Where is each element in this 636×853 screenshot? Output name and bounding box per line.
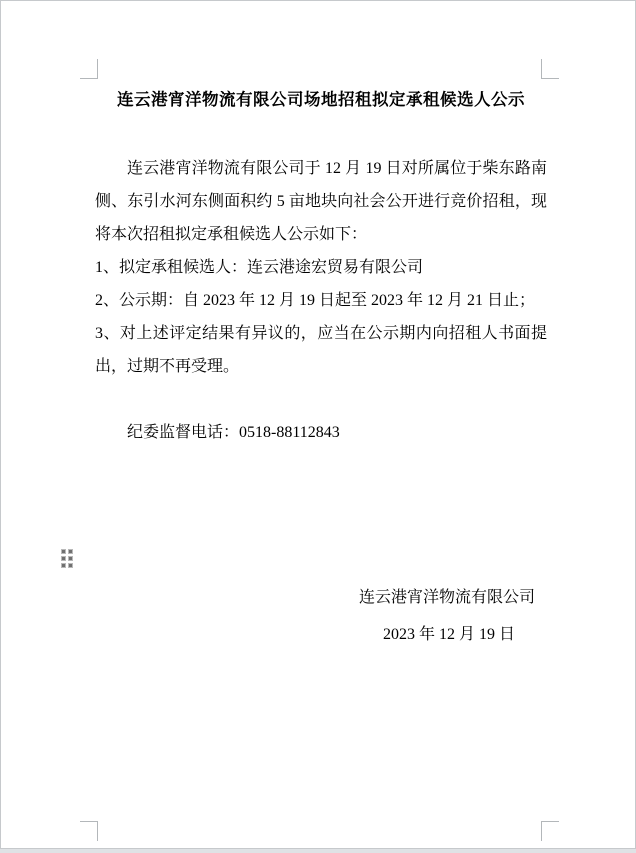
signature-date: 2023 年 12 月 19 日 — [383, 626, 516, 643]
signature-company-name: 连云港宵洋物流有限公司 — [359, 589, 536, 606]
margin-crop-mark-bottom-left — [80, 821, 98, 841]
object-drag-handle-icon[interactable] — [62, 550, 72, 567]
margin-crop-mark-bottom-right — [541, 821, 559, 841]
list-item-objection: 3、对上述评定结果有异议的，应当在公示期内向招租人书面提出，过期不再受理。 — [95, 325, 547, 375]
intro-paragraph: 连云港宵洋物流有限公司于 12 月 19 日对所属位于柴东路南侧、东引水河东侧面积约 5 亩地块向社会公开进行竞价招租，现将本次招租拟定承租候选人公示如下： — [95, 160, 547, 243]
list-item-publicity-period: 2、公示期：自 2023 年 12 月 19 日起至 2023 年 12 月 21 日止； — [95, 292, 536, 309]
document-content — [95, 78, 547, 651]
supervision-phone-line: 纪委监督电话：0518-88112843 — [127, 424, 340, 441]
list-item-candidate: 1、拟定承租候选人：连云港途宏贸易有限公司 — [95, 259, 424, 276]
signature-block — [95, 581, 547, 651]
margin-crop-mark-top-left — [80, 59, 98, 79]
document-title: 连云港宵洋物流有限公司场地招租拟定承租候选人公示 — [117, 90, 525, 109]
margin-crop-mark-top-right — [541, 59, 559, 79]
